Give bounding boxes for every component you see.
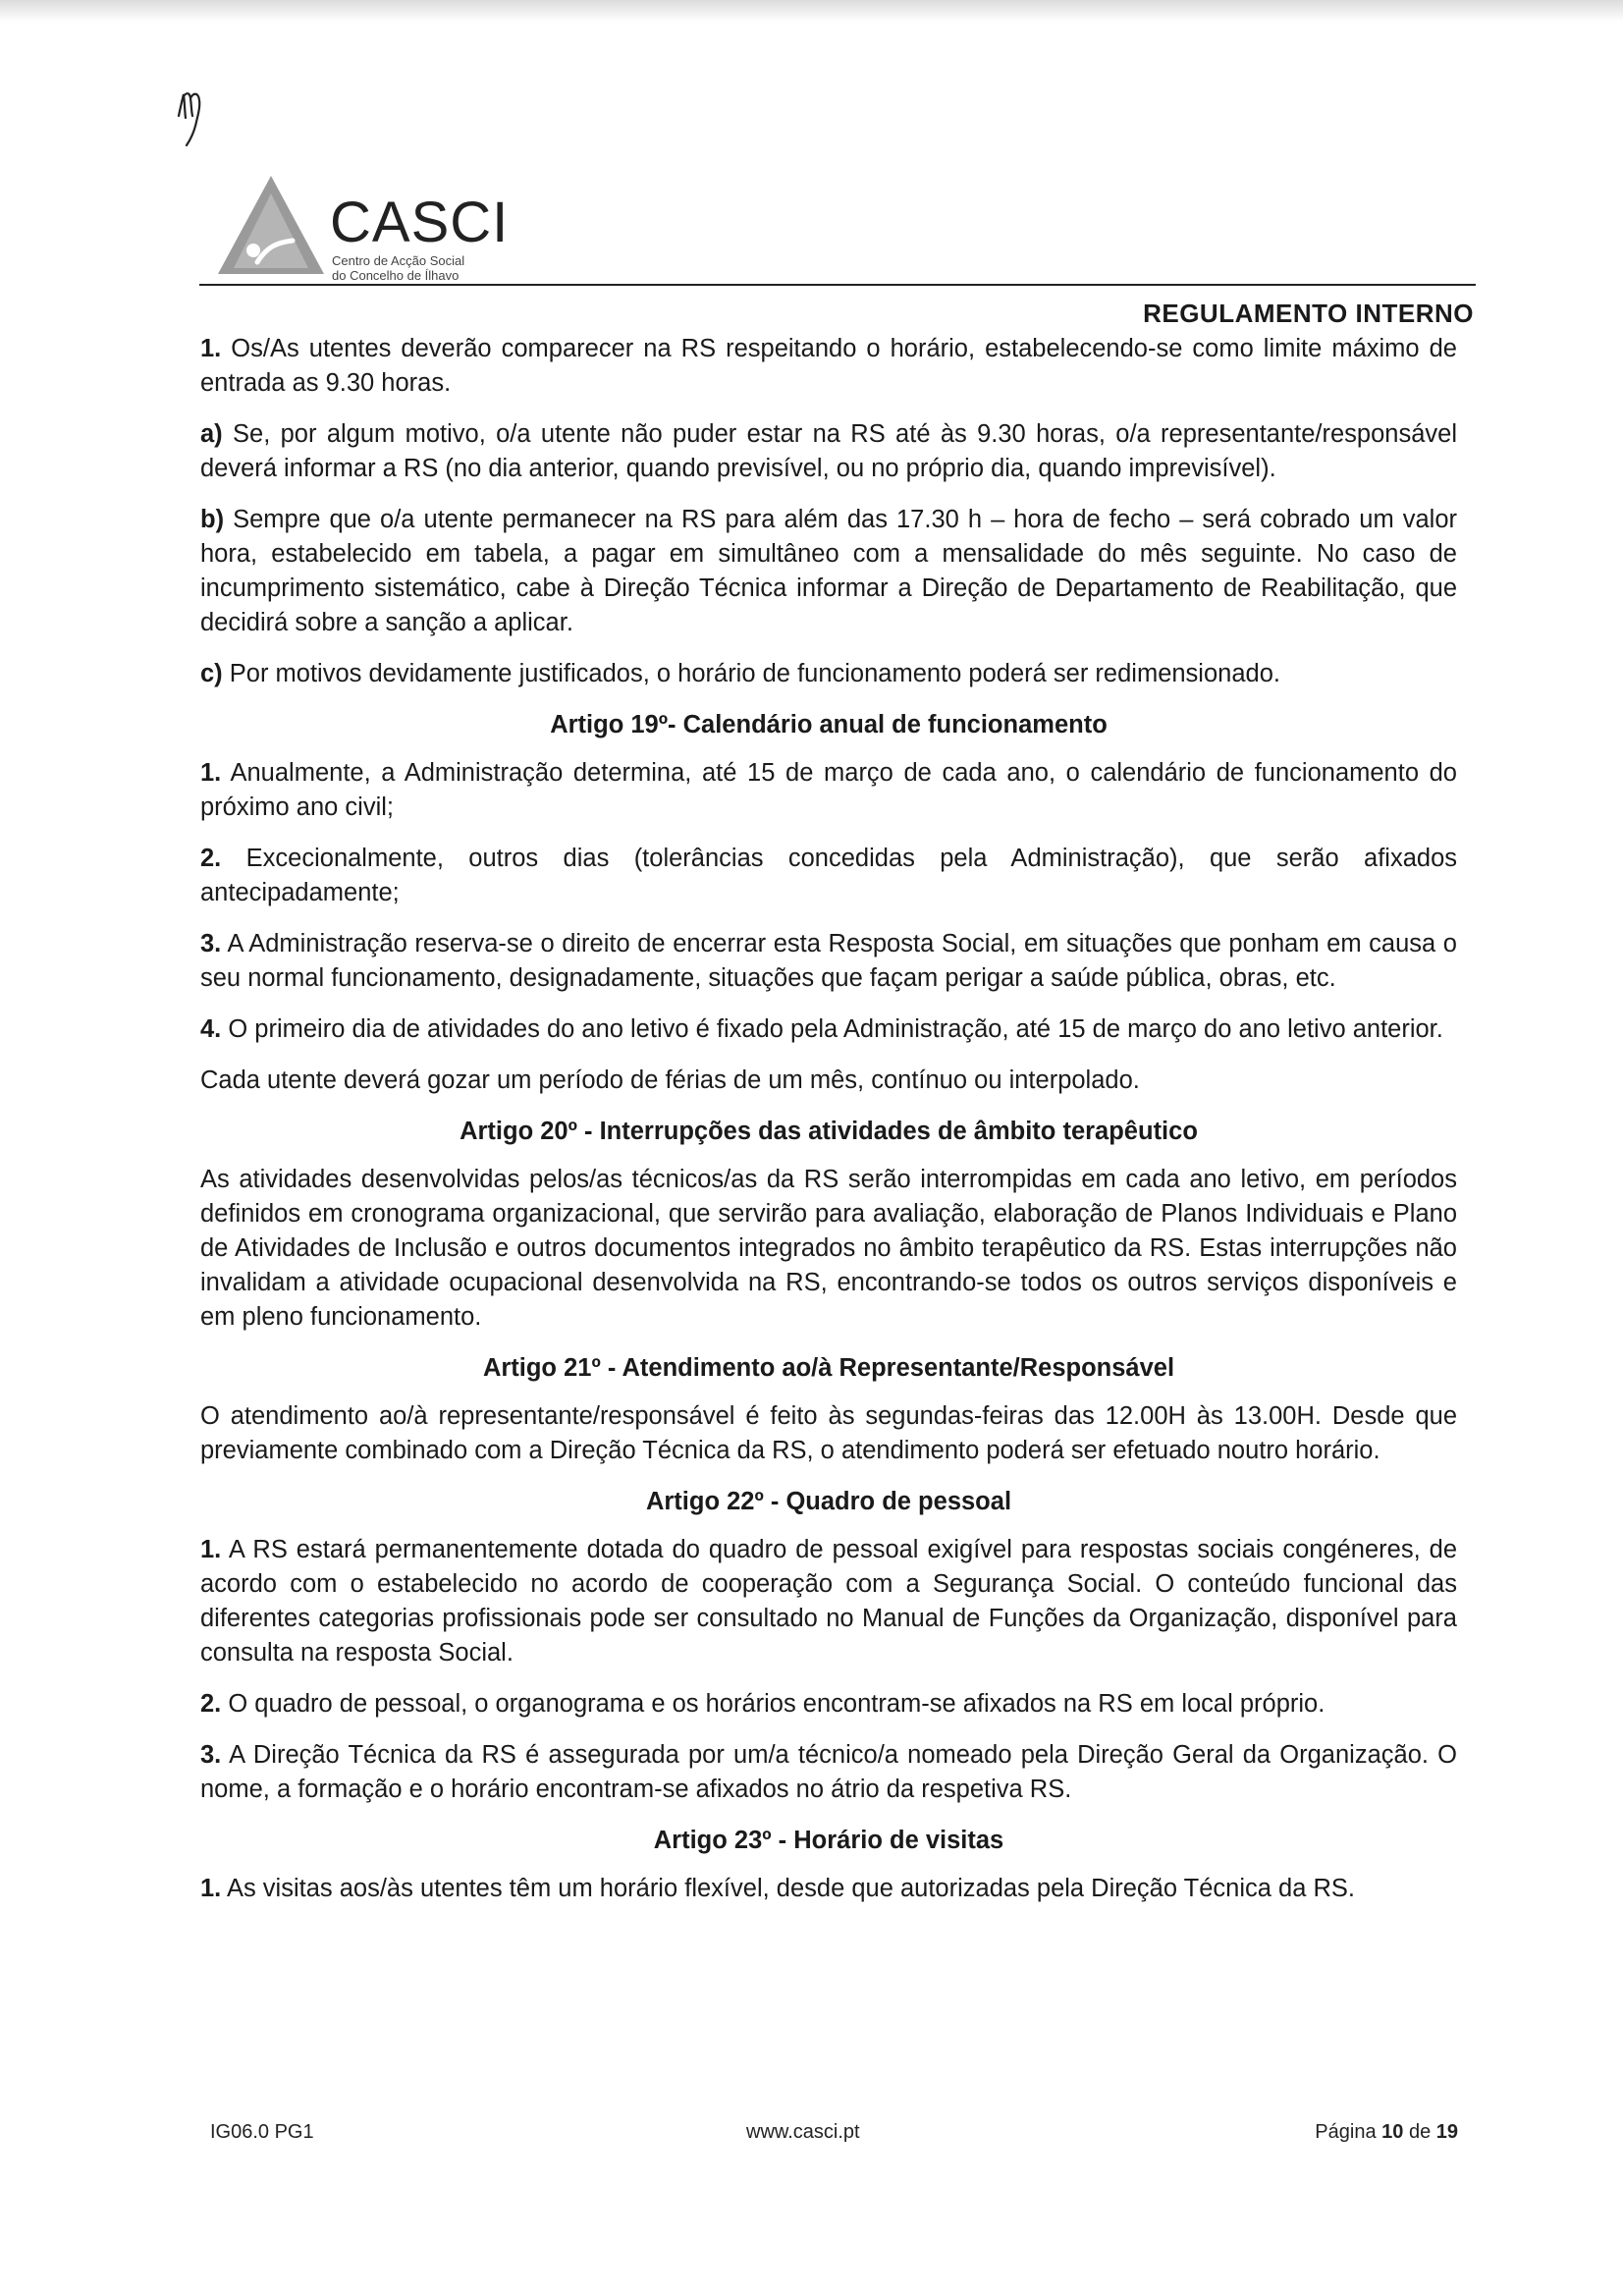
paragraph-text: Excecionalmente, outros dias (tolerâncias concedidas pela Administração), que serão afixados antecipadamente; [200,845,1457,906]
logo-name: CASCI [330,191,510,254]
paragraph [200,417,1457,486]
page-current: 10 [1381,2121,1404,2143]
item-number: a) [200,420,223,448]
article-heading-20: Artigo 20º - Interrupções das atividades de âmbito terapêutico [460,1118,1198,1145]
paragraph-text: Se, por algum motivo, o/a utente não puder estar na RS até às 9.30 horas, o/a representante/responsável deverá informar a RS (no dia anterior, quando previsível, ou no próprio dia, quando imprevisível). [200,420,1457,482]
footer-document-code: IG06.0 PG1 [210,2121,314,2143]
paragraph-text: A RS estará permanentemente dotada do quadro de pessoal exigível para respostas sociais congéneres, de acordo com o estabelecido no acordo de cooperação com a Segurança Social. O conteúdo funcional das diferentes categorias profissionais pode ser consultado no Manual de Funções da Organização, disponível para consulta na resposta Social. [200,1536,1457,1667]
paragraph-text: As visitas aos/às utentes têm um horário flexível, desde que autorizadas pela Direção Técnica da RS. [221,1875,1356,1902]
page-total: 19 [1435,2121,1458,2143]
logo-subtitle-1: Centro de Acção Social [332,253,465,268]
item-number: 1. [200,1875,222,1902]
article-heading-21: Artigo 21º - Atendimento ao/à Representante/Responsável [482,1354,1175,1382]
item-number: 1. [200,335,222,362]
header-divider [199,284,1476,286]
casci-logo [214,172,510,283]
logo-triangle-icon [214,172,327,280]
paragraph [200,842,1457,910]
paragraph [200,657,1457,691]
article-heading-19: Artigo 19º- Calendário anual de funcionamento [550,711,1108,738]
paragraph [200,332,1457,401]
item-number: 3. [200,930,222,957]
footer-page-number [1315,2121,1458,2144]
footer-website: www.casci.pt [746,2121,860,2143]
paragraph-text: As atividades desenvolvidas pelos/as técnicos/as da RS serão interrompidas em cada ano letivo, em períodos definidos em cronograma organizacional, que servirão para avaliação, elaboração de Planos Individuais e Plano de Atividades de Inclusão e outros documentos integrados no âmbito terapêutico da RS. Estas interrupções não invalidam a atividade ocupacional desenvolvida na RS, encontrando-se todos os outros serviços disponíveis e em pleno funcionamento. [200,1166,1457,1331]
paragraph [200,1872,1457,1906]
page-separator: de [1403,2121,1436,2143]
document-title: REGULAMENTO INTERNO [1143,299,1474,328]
handwritten-initials [175,81,214,149]
article-heading-22: Artigo 22º - Quadro de pessoal [645,1488,1012,1515]
paragraph-text: A Direção Técnica da RS é assegurada por um/a técnico/a nomeado pela Direção Geral da Organização. O nome, a formação e o horário encontram-se afixados no átrio da respetiva RS. [200,1741,1457,1803]
scan-edge [0,0,1623,22]
paragraph-text: A Administração reserva-se o direito de encerrar esta Resposta Social, em situações que ponham em causa o seu normal funcionamento, designadamente, situações que façam perigar a saúde pública, obras, etc. [200,930,1457,992]
item-number: 4. [200,1015,222,1043]
item-number: b) [200,506,225,533]
item-number: 2. [200,1690,222,1718]
logo-subtitle-2: do Concelho de Ílhavo [332,268,460,283]
item-number: 1. [200,1536,222,1563]
paragraph-text: Sempre que o/a utente permanecer na RS para além das 17.30 h – hora de fecho – será cobrado um valor hora, estabelecido em tabela, a pagar em simultâneo com a mensalidade do mês seguinte. No caso de incumprimento sistemático, cabe à Direção Técnica informar a Direção de Departamento de Reabilitação, que decidirá sobre a sanção a aplicar. [200,506,1457,636]
paragraph-text: O quadro de pessoal, o organograma e os horários encontram-se afixados na RS em local próprio. [221,1690,1325,1718]
paragraph [200,1738,1457,1807]
paragraph [200,1012,1457,1047]
paragraph [200,927,1457,996]
item-number: 1. [200,759,222,787]
paragraph-text: Os/As utentes deverão comparecer na RS respeitando o horário, estabelecendo-se como limite máximo de entrada as 9.30 horas. [200,335,1457,397]
paragraph-text: Por motivos devidamente justificados, o horário de funcionamento poderá ser redimensionado. [222,660,1280,687]
paragraph [200,1687,1457,1722]
paragraph-text: Anualmente, a Administração determina, até 15 de março de cada ano, o calendário de funcionamento do próximo ano civil; [200,759,1457,821]
item-number: c) [200,660,223,687]
item-number: 3. [200,1741,222,1769]
paragraph [200,756,1457,825]
paragraph-text: Cada utente deverá gozar um período de férias de um mês, contínuo ou interpolado. [200,1066,1140,1094]
paragraph-text: O atendimento ao/à representante/responsável é feito às segundas-feiras das 12.00H às 13.00H. Desde que previamente combinado com a Direção Técnica da RS, o atendimento poderá ser efetuado noutro horário. [200,1402,1457,1464]
paragraph-text: O primeiro dia de atividades do ano letivo é fixado pela Administração, até 15 de março do ano letivo anterior. [221,1015,1443,1043]
page-prefix: Página [1315,2121,1382,2143]
paragraph [200,503,1457,640]
article-heading-23: Artigo 23º - Horário de visitas [653,1827,1004,1854]
paragraph [200,1533,1457,1670]
document-body [200,332,1457,1923]
item-number: 2. [200,845,222,872]
